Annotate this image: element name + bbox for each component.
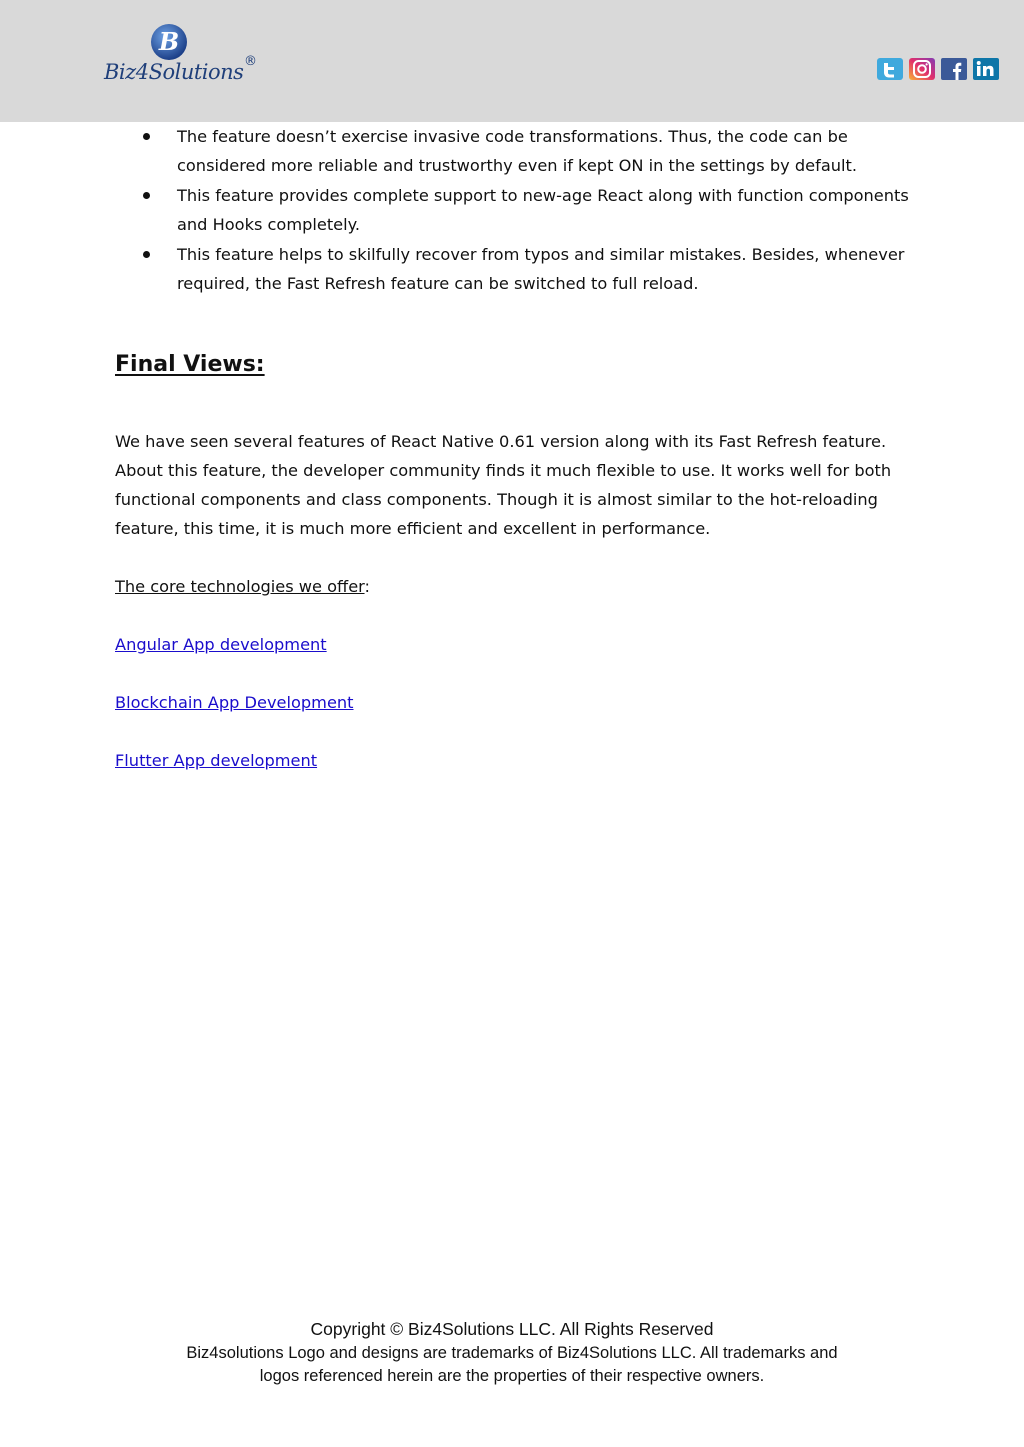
bullet-icon (143, 133, 150, 140)
social-links (877, 58, 999, 80)
angular-app-development-link[interactable]: Angular App development (115, 635, 327, 654)
list-item-line: This feature helps to skilfully recover from typos and similar mistakes. Besides, whenever (177, 245, 905, 264)
logo-wordmark: Biz4Solutions (104, 60, 244, 84)
paragraph-line: functional components and class components. Though it is almost similar to the hot-reloading (115, 490, 878, 509)
paragraph-line: About this feature, the developer community finds it much flexible to use. It works well for both (115, 461, 892, 480)
summary-paragraph (115, 427, 945, 543)
feature-bullet-list (115, 122, 945, 298)
list-item (115, 122, 945, 180)
bullet-icon (143, 251, 150, 258)
bullet-icon (143, 192, 150, 199)
list-item-line: considered more reliable and trustworthy even if kept ON in the settings by default. (177, 156, 857, 175)
trademark-text: Biz4solutions Logo and designs are trademarks of Biz4Solutions LLC. All trademarks and (186, 1344, 838, 1362)
paragraph-line: We have seen several features of React Native 0.61 version along with its Fast Refresh feature. (115, 432, 887, 451)
copyright-text: Copyright © Biz4Solutions LLC. All Rights Reserved (310, 1319, 714, 1339)
list-item-line: and Hooks completely. (177, 215, 361, 234)
page-footer (0, 1316, 1024, 1388)
linkedin-icon[interactable] (973, 58, 999, 80)
blockchain-app-development-link[interactable]: Blockchain App Development (115, 693, 354, 712)
section-heading: Final Views: (115, 352, 265, 377)
page-header (0, 0, 1024, 122)
logo-globe-icon (149, 22, 189, 62)
paragraph-line: feature, this time, it is much more efficient and excellent in performance. (115, 519, 711, 538)
list-item (115, 240, 945, 298)
list-item-line: required, the Fast Refresh feature can be switched to full reload. (177, 274, 699, 293)
offer-colon: : (364, 577, 370, 596)
svg-text:B: B (158, 27, 180, 56)
list-item (115, 181, 945, 239)
registered-mark: ® (244, 54, 257, 69)
list-item-line: This feature provides complete support to new-age React along with function components (177, 186, 909, 205)
facebook-icon[interactable] (941, 58, 967, 80)
instagram-icon[interactable] (909, 58, 935, 80)
twitter-icon[interactable] (877, 58, 903, 80)
core-technologies-label (115, 572, 370, 601)
trademark-text: logos referenced herein are the properties of their respective owners. (259, 1367, 765, 1385)
list-item-line: The feature doesn’t exercise invasive code transformations. Thus, the code can be (177, 127, 848, 146)
flutter-app-development-link[interactable]: Flutter App development (115, 751, 318, 770)
company-logo[interactable] (104, 22, 274, 92)
offer-label-text: The core technologies we offer (115, 577, 365, 596)
